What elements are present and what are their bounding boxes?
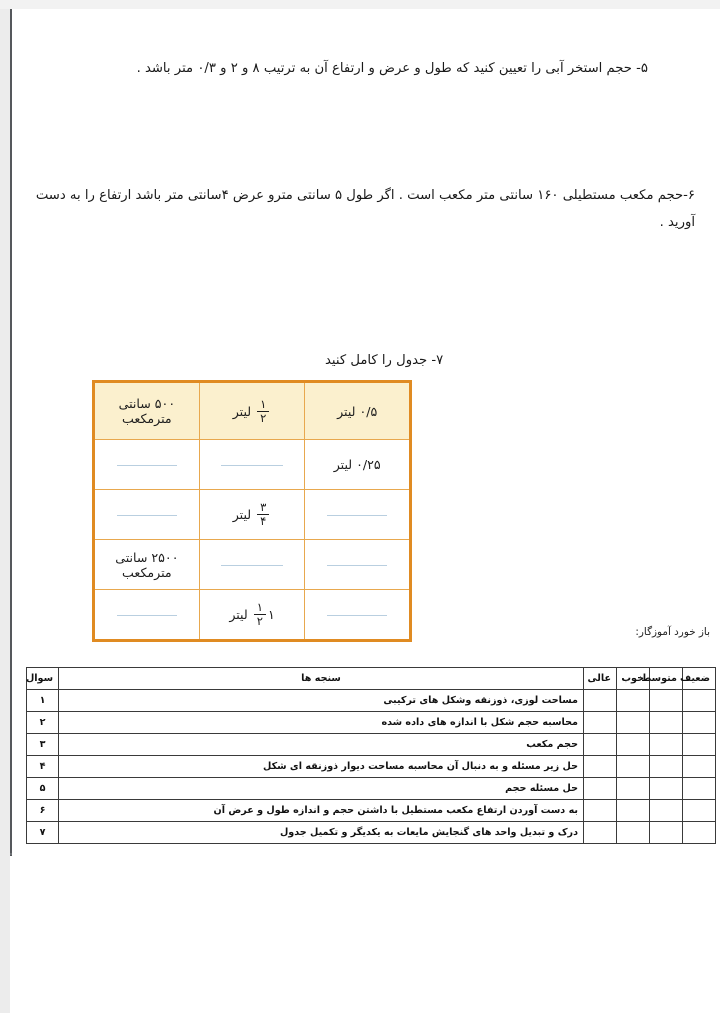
conversion-blank-cell[interactable] — [94, 490, 200, 540]
conversion-blank-cell[interactable] — [305, 490, 411, 540]
rubric-mark-cell-excellent[interactable] — [584, 712, 617, 734]
rubric-criteria-cell: محاسبه حجم شکل با اندازه های داده شده — [59, 712, 584, 734]
rubric-mark-cell-good[interactable] — [617, 756, 650, 778]
rubric-mark-cell-excellent[interactable] — [584, 734, 617, 756]
conversion-row — [94, 440, 411, 490]
rubric-mark-cell-good[interactable] — [617, 800, 650, 822]
conversion-value-cell: ۰/۵ لیتر — [305, 382, 411, 440]
conversion-blank-cell[interactable] — [199, 540, 305, 590]
conversion-fraction-cell — [199, 590, 305, 641]
conversion-value-cell: ۵۰۰ سانتی مترمکعب — [94, 382, 200, 440]
rubric-mark-cell-good[interactable] — [617, 712, 650, 734]
rubric-mark-cell-average[interactable] — [650, 778, 683, 800]
rubric-row — [27, 712, 716, 734]
rubric-row — [27, 690, 716, 712]
rubric-mark-cell-average[interactable] — [650, 800, 683, 822]
teacher-feedback-label: باز خورد آموزگار: — [635, 626, 710, 638]
rubric-mark-cell-weak[interactable] — [683, 800, 716, 822]
rubric-mark-cell-weak[interactable] — [683, 822, 716, 844]
blank-answer-line — [221, 565, 282, 566]
rubric-header-weak: ضعیف — [683, 668, 716, 690]
rubric-row — [27, 778, 716, 800]
rubric-row — [27, 800, 716, 822]
conversion-blank-cell[interactable] — [94, 440, 200, 490]
question-5-text: ۵- حجم استخر آبی را تعیین کنید که طول و عرض و ارتفاع آن به ترتیب ۸ و ۲ و ۰/۳ متر باشد . — [136, 61, 648, 77]
rubric-mark-cell-average[interactable] — [650, 712, 683, 734]
fraction-unit-label: لیتر — [229, 607, 248, 622]
fraction-value — [257, 398, 269, 424]
rubric-mark-cell-weak[interactable] — [683, 778, 716, 800]
rubric-mark-cell-good[interactable] — [617, 822, 650, 844]
conversion-fraction-cell — [199, 490, 305, 540]
rubric-mark-cell-weak[interactable] — [683, 712, 716, 734]
rubric-header-excellent: عالی — [584, 668, 617, 690]
conversion-blank-cell[interactable] — [305, 540, 411, 590]
rubric-criteria-cell: درک و تبدیل واحد های گنجایش مایعات به یکدیگر و تکمیل جدول — [59, 822, 584, 844]
rubric-mark-cell-average[interactable] — [650, 756, 683, 778]
fraction-denominator: ۲ — [260, 410, 267, 425]
conversion-value-cell: ۰/۲۵ لیتر — [305, 440, 411, 490]
fraction-value — [254, 601, 266, 627]
rubric-table-container — [26, 667, 716, 844]
blank-answer-line — [327, 515, 387, 516]
rubric-header-criteria: سنجه ها — [59, 668, 584, 690]
rubric-mark-cell-excellent[interactable] — [584, 690, 617, 712]
rubric-row — [27, 734, 716, 756]
blank-answer-line — [117, 615, 178, 616]
rubric-question-number-cell: ۳ — [27, 734, 59, 756]
conversion-blank-cell[interactable] — [94, 590, 200, 641]
rubric-mark-cell-average[interactable] — [650, 690, 683, 712]
conversion-value-cell: ۲۵۰۰ سانتی مترمکعب — [94, 540, 200, 590]
conversion-blank-cell[interactable] — [305, 590, 411, 641]
fraction-denominator: ۴ — [260, 514, 267, 528]
rubric-criteria-cell: حجم مکعب — [59, 734, 584, 756]
rubric-header-row — [27, 668, 716, 690]
assessment-rubric-table — [26, 667, 716, 844]
fraction-denominator: ۲ — [256, 614, 263, 628]
fraction-numerator: ۳ — [257, 501, 269, 515]
page-left-margin-strip — [0, 9, 10, 1013]
rubric-question-number-cell: ۶ — [27, 800, 59, 822]
volume-conversion-table — [92, 380, 412, 642]
question-6-text: ۶-حجم مکعب مستطیلی ۱۶۰ سانتی متر مکعب است . اگر طول ۵ سانتی مترو عرض ۴سانتی متر باشد ارتفاع را به دست آورید . — [35, 188, 695, 231]
conversion-row — [94, 590, 411, 641]
rubric-row — [27, 756, 716, 778]
rubric-criteria-cell: حل زیر مسئله و به دنبال آن محاسبه مساحت دیوار ذوزنقه ای شکل — [59, 756, 584, 778]
conversion-row — [94, 490, 411, 540]
rubric-header-average: متوسط — [650, 668, 683, 690]
rubric-question-number-cell: ۲ — [27, 712, 59, 734]
rubric-question-number-cell: ۱ — [27, 690, 59, 712]
rubric-mark-cell-average[interactable] — [650, 822, 683, 844]
rubric-mark-cell-excellent[interactable] — [584, 822, 617, 844]
rubric-header-question: سوال — [27, 668, 59, 690]
rubric-question-number-cell: ۵ — [27, 778, 59, 800]
blank-answer-line — [327, 565, 387, 566]
rubric-row — [27, 822, 716, 844]
blank-answer-line — [221, 465, 282, 466]
blank-answer-line — [327, 615, 387, 616]
rubric-mark-cell-good[interactable] — [617, 690, 650, 712]
rubric-mark-cell-good[interactable] — [617, 778, 650, 800]
rubric-mark-cell-excellent[interactable] — [584, 756, 617, 778]
rubric-header-good: خوب — [617, 668, 650, 690]
fraction-numerator: ۱ — [254, 601, 266, 615]
conversion-blank-cell[interactable] — [199, 440, 305, 490]
blank-answer-line — [117, 515, 178, 516]
fraction-value — [257, 501, 269, 527]
question-7-text: ۷- جدول را کامل کنید — [325, 353, 444, 369]
conversion-fraction-cell — [199, 382, 305, 440]
conversion-table-container — [92, 380, 412, 642]
fraction-numerator: ۱ — [257, 398, 269, 412]
fraction-whole-part: ۱ — [267, 607, 275, 622]
rubric-question-number-cell: ۴ — [27, 756, 59, 778]
rubric-criteria-cell: حل مسئله حجم — [59, 778, 584, 800]
rubric-mark-cell-excellent[interactable] — [584, 800, 617, 822]
conversion-row — [94, 540, 411, 590]
fraction-unit-label: لیتر — [232, 507, 252, 522]
document-content — [12, 9, 720, 1013]
rubric-mark-cell-good[interactable] — [617, 734, 650, 756]
fraction-unit-label: لیتر — [232, 403, 252, 419]
rubric-mark-cell-excellent[interactable] — [584, 778, 617, 800]
rubric-question-number-cell: ۷ — [27, 822, 59, 844]
rubric-criteria-cell: مساحت لوزی، ذوزنقه وشکل های ترکیبی — [59, 690, 584, 712]
rubric-criteria-cell: به دست آوردن ارتفاع مکعب مستطیل با داشتن حجم و اندازه طول و عرض آن — [59, 800, 584, 822]
rubric-mark-cell-weak[interactable] — [683, 756, 716, 778]
rubric-mark-cell-weak[interactable] — [683, 690, 716, 712]
rubric-mark-cell-weak[interactable] — [683, 734, 716, 756]
rubric-mark-cell-average[interactable] — [650, 734, 683, 756]
blank-answer-line — [117, 465, 178, 466]
conversion-header-row — [94, 382, 411, 440]
